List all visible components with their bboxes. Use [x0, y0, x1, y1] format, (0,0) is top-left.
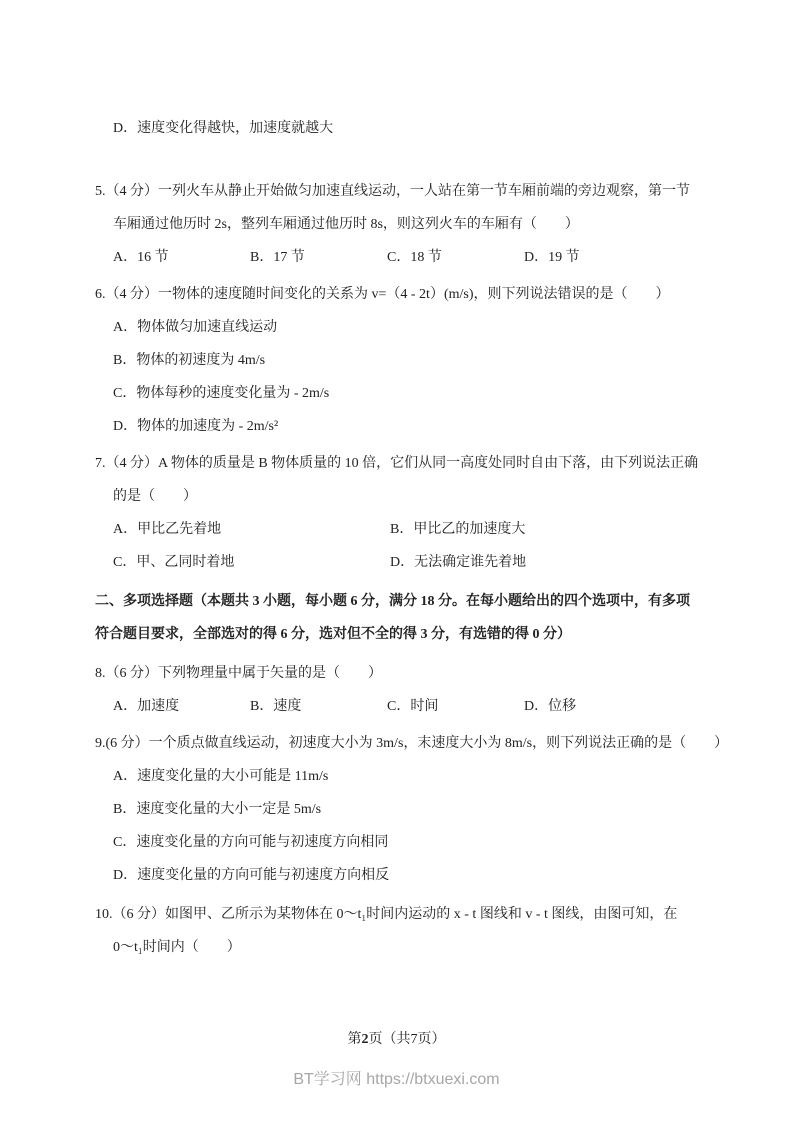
q6-option-c: C．物体每秒的速度变化量为 - 2m/s [113, 386, 330, 401]
q7-option-a: A．甲比乙先着地 [113, 522, 222, 537]
q7-text-line1: 7.（4 分）A 物体的质量是 B 物体质量的 10 倍，它们从同一高度处同时自由下落，由下列说法正确 [95, 456, 699, 471]
q5-text-line2: 车厢通过他历时 2s，整列车厢通过他历时 8s，则这列火车的车厢有（ ） [113, 217, 579, 232]
q6-option-d: D．物体的加速度为 - 2m/s² [113, 419, 279, 434]
q7-text-line2: 的是（ ） [113, 489, 197, 504]
exam-content [95, 112, 729, 964]
q9-text: 9.(6 分）一个质点做直线运动，初速度大小为 3m/s，末速度大小为 8m/s，则下列说法正确的是（ ） [95, 736, 729, 751]
page-footer-suffix: 页（共7页） [368, 1032, 446, 1047]
q6-option-a: A．物体做匀加速直线运动 [113, 320, 278, 335]
q8-option-d: D．位移 [524, 699, 577, 714]
q7-options-row1 [95, 513, 713, 546]
section-2-header-line1: 二、多项选择题（本题共 3 小题，每小题 6 分，满分 18 分。在每小题给出的四个选项中，有多项 [95, 594, 690, 609]
q10-text-line2: 0～t₁时间内（ ） [113, 940, 241, 955]
q5-option-b: B．17 节 [250, 250, 305, 265]
q7-option-d: D．无法确定谁先着地 [390, 555, 527, 570]
q4-option-d: D．速度变化得越快，加速度就越大 [113, 121, 334, 136]
q5-option-d: D．19 节 [524, 250, 580, 265]
q9-option-d: D．速度变化量的方向可能与初速度方向相反 [113, 868, 390, 883]
page-footer [0, 1028, 793, 1048]
q7-options-row2 [95, 546, 713, 579]
q6-text: 6.（4 分）一物体的速度随时间变化的关系为 v=（4 - 2t）(m/s)，则下列说法错误的是（ ） [95, 287, 670, 302]
q8-text: 8.（6 分）下列物理量中属于矢量的是（ ） [95, 666, 382, 681]
page-number: 2 [361, 1032, 369, 1047]
q6-option-b: B．物体的初速度为 4m/s [113, 353, 266, 368]
q5-text-line1: 5.（4 分）一列火车从静止开始做匀加速直线运动，一人站在第一节车厢前端的旁边观察，第一节 [95, 184, 690, 199]
q8-option-b: B．速度 [250, 699, 302, 714]
q8-option-c: C．时间 [387, 699, 439, 714]
q7-option-c: C．甲、乙同时着地 [113, 555, 235, 570]
q5-option-c: C．18 节 [387, 250, 442, 265]
q9-option-a: A．速度变化量的大小可能是 11m/s [113, 769, 329, 784]
q9-option-c: C．速度变化量的方向可能与初速度方向相同 [113, 835, 389, 850]
q5-options-row [95, 241, 713, 274]
q7-option-b: B．甲比乙的加速度大 [390, 522, 526, 537]
q9-option-b: B．速度变化量的大小一定是 5m/s [113, 802, 322, 817]
site-watermark: BT学习网 https://btxuexi.com [293, 1071, 500, 1088]
q8-option-a: A．加速度 [113, 699, 180, 714]
q5-option-a: A．16 节 [113, 250, 169, 265]
q8-options-row [95, 690, 713, 723]
q10-text-line1: 10.（6 分）如图甲、乙所示为某物体在 0～t₁时间内运动的 x - t 图线和 v - t 图线，由图可知，在 [95, 907, 678, 922]
section-2-header-line2: 符合题目要求，全部选对的得 6 分，选对但不全的得 3 分，有选错的得 0 分） [95, 627, 571, 642]
page-footer-prefix: 第 [347, 1032, 362, 1047]
